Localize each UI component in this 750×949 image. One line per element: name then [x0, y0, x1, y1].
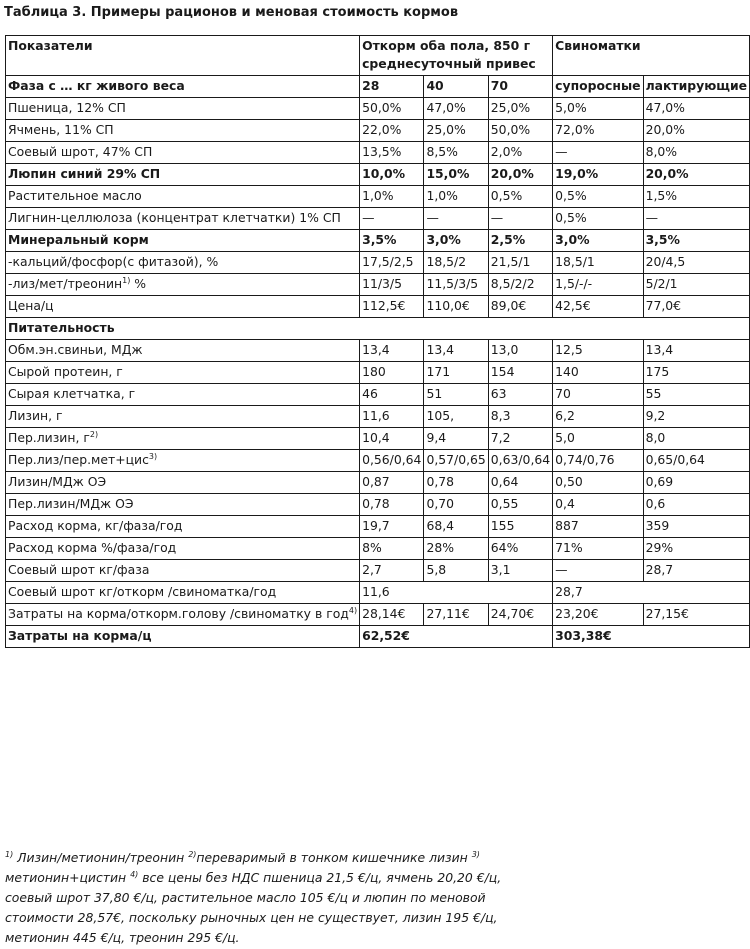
value-cell: 9,2 — [643, 406, 750, 428]
value-cell: 12,5 — [553, 340, 643, 362]
footnote-ref: 3) — [148, 452, 158, 461]
table-row — [6, 450, 750, 472]
value-cell: 1,0% — [424, 186, 488, 208]
value-cell: 27,15€ — [643, 604, 750, 626]
table-row — [6, 98, 750, 120]
value-cell: 8,5% — [424, 142, 488, 164]
row-label: Цена/ц — [6, 296, 360, 318]
value-cell: 112,5€ — [360, 296, 424, 318]
table-row — [6, 472, 750, 494]
table-row — [6, 208, 750, 230]
phase-label: Фаза с … кг живого веса — [6, 76, 360, 98]
row-label: -кальций/фосфор(с фитазой), % — [6, 252, 360, 274]
value-cell: — — [424, 208, 488, 230]
value-cell: 0,69 — [643, 472, 750, 494]
value-cell: 0,65/0,64 — [643, 450, 750, 472]
value-cell: — — [553, 142, 643, 164]
value-cell: 0,56/0,64 — [360, 450, 424, 472]
value-cell: 10,0% — [360, 164, 424, 186]
table-row — [6, 142, 750, 164]
row-label: Расход корма %/фаза/год — [6, 538, 360, 560]
table-row — [6, 274, 750, 296]
table-row — [6, 120, 750, 142]
value-cell: 25,0% — [488, 98, 552, 120]
value-cell: 0,57/0,65 — [424, 450, 488, 472]
value-cell: 50,0% — [488, 120, 552, 142]
value-cell: — — [360, 208, 424, 230]
table-row — [6, 428, 750, 450]
value-cell: 8,3 — [488, 406, 552, 428]
value-cell: 3,1 — [488, 560, 552, 582]
value-cell: 13,5% — [360, 142, 424, 164]
row-label: Соевый шрот кг/откорм /свиноматка/год — [6, 582, 360, 604]
footnote-ref: 1) — [122, 276, 131, 285]
value-cell: 10,4 — [360, 428, 424, 450]
table-row — [6, 362, 750, 384]
value-cell: 9,4 — [424, 428, 488, 450]
value-cell: 0,4 — [553, 494, 643, 516]
row-label-text: Пер.лиз/пер.мет+цис — [8, 452, 149, 467]
value-cell: 27,11€ — [424, 604, 488, 626]
header-indicators: Показатели — [6, 36, 360, 76]
value-cell: 64% — [488, 538, 552, 560]
value-cell: 20/4,5 — [643, 252, 750, 274]
value-cell: 18,5/2 — [424, 252, 488, 274]
value-cell: 62,52€ — [360, 626, 553, 648]
footnote-text-3: метионин+цистин — [5, 870, 131, 885]
value-cell: 0,64 — [488, 472, 552, 494]
value-cell: 0,87 — [360, 472, 424, 494]
value-cell: 3,0% — [553, 230, 643, 252]
value-cell: 0,78 — [360, 494, 424, 516]
value-cell: 2,0% — [488, 142, 552, 164]
footnote-mark-2: 2) — [188, 850, 197, 859]
value-cell: 29% — [643, 538, 750, 560]
value-cell: 5,0 — [553, 428, 643, 450]
value-cell: 28,7 — [553, 582, 750, 604]
value-cell: 2,7 — [360, 560, 424, 582]
row-label: Лизин, г — [6, 406, 360, 428]
row-label: Затраты на корма/ц — [6, 626, 360, 648]
total-row — [6, 626, 750, 648]
phase-70: 70 — [488, 76, 552, 98]
header-sows: Свиноматки — [553, 36, 750, 76]
value-cell: 8% — [360, 538, 424, 560]
table-row — [6, 384, 750, 406]
table-row — [6, 494, 750, 516]
value-cell: 5,8 — [424, 560, 488, 582]
value-cell: 0,63/0,64 — [488, 450, 552, 472]
row-label — [6, 428, 360, 450]
value-cell: — — [553, 560, 643, 582]
value-cell: — — [643, 208, 750, 230]
table-row — [6, 252, 750, 274]
row-label: Сырой протеин, г — [6, 362, 360, 384]
value-cell: 1,5% — [643, 186, 750, 208]
phase-row — [6, 76, 750, 98]
row-label: Сырая клетчатка, г — [6, 384, 360, 406]
row-label-text: Затраты на корма/откорм.голову /свиноматку в год — [8, 606, 349, 621]
table-row — [6, 582, 750, 604]
row-label: Пшеница, 12% СП — [6, 98, 360, 120]
value-cell: 51 — [424, 384, 488, 406]
value-cell: 0,6 — [643, 494, 750, 516]
value-cell: 13,4 — [360, 340, 424, 362]
value-cell: 24,70€ — [488, 604, 552, 626]
section-label: Питательность — [6, 318, 750, 340]
value-cell: 5,0% — [553, 98, 643, 120]
value-cell: 55 — [643, 384, 750, 406]
row-label — [6, 274, 360, 296]
value-cell: 17,5/2,5 — [360, 252, 424, 274]
phase-40: 40 — [424, 76, 488, 98]
footnotes — [5, 848, 505, 948]
value-cell: 0,5% — [488, 186, 552, 208]
row-label-text: Пер.лизин, г — [8, 430, 90, 445]
row-label-text: -лиз/мет/треонин — [8, 276, 123, 291]
value-cell: 110,0€ — [424, 296, 488, 318]
value-cell: 25,0% — [424, 120, 488, 142]
value-cell: 15,0% — [424, 164, 488, 186]
value-cell: 68,4 — [424, 516, 488, 538]
value-cell: 47,0% — [643, 98, 750, 120]
value-cell: 175 — [643, 362, 750, 384]
value-cell: 155 — [488, 516, 552, 538]
value-cell: 1,5/-/- — [553, 274, 643, 296]
row-label — [6, 450, 360, 472]
phase-pregnant: супоросные — [553, 76, 643, 98]
footnote-mark-4: 4) — [130, 870, 139, 879]
table-row — [6, 296, 750, 318]
phase-lactating: лактирующие — [643, 76, 750, 98]
value-cell: 18,5/1 — [553, 252, 643, 274]
row-label-suffix: % — [130, 276, 147, 291]
row-label: Расход корма, кг/фаза/год — [6, 516, 360, 538]
footnote-text-1: Лизин/метионин/треонин — [13, 850, 189, 865]
value-cell: 303,38€ — [553, 626, 750, 648]
value-cell: 6,2 — [553, 406, 643, 428]
table-title: Таблица 3. Примеры рационов и меновая стоимость кормов — [4, 5, 459, 20]
value-cell: 171 — [424, 362, 488, 384]
value-cell: 21,5/1 — [488, 252, 552, 274]
value-cell: 46 — [360, 384, 424, 406]
table-row — [6, 406, 750, 428]
footnote-mark-3: 3) — [471, 850, 480, 859]
value-cell: 20,0% — [488, 164, 552, 186]
header-fattening: Откорм оба пола, 850 г среднесуточный привес — [360, 36, 553, 76]
value-cell: 5/2/1 — [643, 274, 750, 296]
value-cell: 28,7 — [643, 560, 750, 582]
value-cell: 8,5/2/2 — [488, 274, 552, 296]
value-cell: 72,0% — [553, 120, 643, 142]
value-cell: 77,0€ — [643, 296, 750, 318]
table-row — [6, 538, 750, 560]
value-cell: 0,74/0,76 — [553, 450, 643, 472]
value-cell: 13,4 — [643, 340, 750, 362]
value-cell: 63 — [488, 384, 552, 406]
row-label: Минеральный корм — [6, 230, 360, 252]
section-row — [6, 318, 750, 340]
row-label: Растительное масло — [6, 186, 360, 208]
value-cell: 154 — [488, 362, 552, 384]
row-label: Лизин/МДж ОЭ — [6, 472, 360, 494]
value-cell: 13,0 — [488, 340, 552, 362]
value-cell: 8,0 — [643, 428, 750, 450]
header-row — [6, 36, 750, 76]
value-cell: 180 — [360, 362, 424, 384]
value-cell: — — [488, 208, 552, 230]
feed-ration-table — [5, 35, 750, 648]
value-cell: 105, — [424, 406, 488, 428]
value-cell: 140 — [553, 362, 643, 384]
value-cell: 3,5% — [643, 230, 750, 252]
row-label: Лигнин-целлюлоза (концентрат клетчатки) 1% СП — [6, 208, 360, 230]
value-cell: 89,0€ — [488, 296, 552, 318]
value-cell: 19,7 — [360, 516, 424, 538]
value-cell: 887 — [553, 516, 643, 538]
phase-28: 28 — [360, 76, 424, 98]
value-cell: 47,0% — [424, 98, 488, 120]
value-cell: 13,4 — [424, 340, 488, 362]
value-cell: 8,0% — [643, 142, 750, 164]
value-cell: 71% — [553, 538, 643, 560]
table-row — [6, 230, 750, 252]
value-cell: 23,20€ — [553, 604, 643, 626]
value-cell: 0,5% — [553, 186, 643, 208]
table-row — [6, 560, 750, 582]
table-row — [6, 186, 750, 208]
row-label: Ячмень, 11% СП — [6, 120, 360, 142]
value-cell: 359 — [643, 516, 750, 538]
value-cell: 11,6 — [360, 582, 553, 604]
value-cell: 3,5% — [360, 230, 424, 252]
footnote-mark-1: 1) — [5, 850, 14, 859]
value-cell: 28,14€ — [360, 604, 424, 626]
row-label: Обм.эн.свиньи, МДж — [6, 340, 360, 362]
value-cell: 20,0% — [643, 164, 750, 186]
value-cell: 7,2 — [488, 428, 552, 450]
value-cell: 11/3/5 — [360, 274, 424, 296]
value-cell: 11,6 — [360, 406, 424, 428]
row-label: Соевый шрот кг/фаза — [6, 560, 360, 582]
value-cell: 0,5% — [553, 208, 643, 230]
row-label — [6, 604, 360, 626]
row-label: Пер.лизин/МДж ОЭ — [6, 494, 360, 516]
footnote-ref: 2) — [89, 430, 99, 439]
value-cell: 2,5% — [488, 230, 552, 252]
value-cell: 11,5/3/5 — [424, 274, 488, 296]
value-cell: 1,0% — [360, 186, 424, 208]
value-cell: 70 — [553, 384, 643, 406]
footnote-text-4: все цены без НДС пшеница 21,5 €/ц, ячмень 20,20 €/ц, соевый шрот 37,80 €/ц, растительное масло 105 €/ц и люпин по меновой стоимости 28,57€, поскольку рыночных цен не существует, лизин 195 €/ц, метионин 445 €/ц, треонин 295 €/ц. — [5, 870, 502, 945]
value-cell: 42,5€ — [553, 296, 643, 318]
value-cell: 0,50 — [553, 472, 643, 494]
value-cell: 0,70 — [424, 494, 488, 516]
value-cell: 50,0% — [360, 98, 424, 120]
value-cell: 0,78 — [424, 472, 488, 494]
value-cell: 20,0% — [643, 120, 750, 142]
value-cell: 0,55 — [488, 494, 552, 516]
value-cell: 19,0% — [553, 164, 643, 186]
table-row — [6, 516, 750, 538]
value-cell: 22,0% — [360, 120, 424, 142]
row-label: Соевый шрот, 47% СП — [6, 142, 360, 164]
footnote-text-2: переваримый в тонком кишечнике лизин — [196, 850, 472, 865]
row-label: Люпин синий 29% СП — [6, 164, 360, 186]
table-row — [6, 164, 750, 186]
table-row — [6, 340, 750, 362]
value-cell: 28% — [424, 538, 488, 560]
table-row — [6, 604, 750, 626]
value-cell: 3,0% — [424, 230, 488, 252]
footnote-ref: 4) — [348, 606, 358, 615]
